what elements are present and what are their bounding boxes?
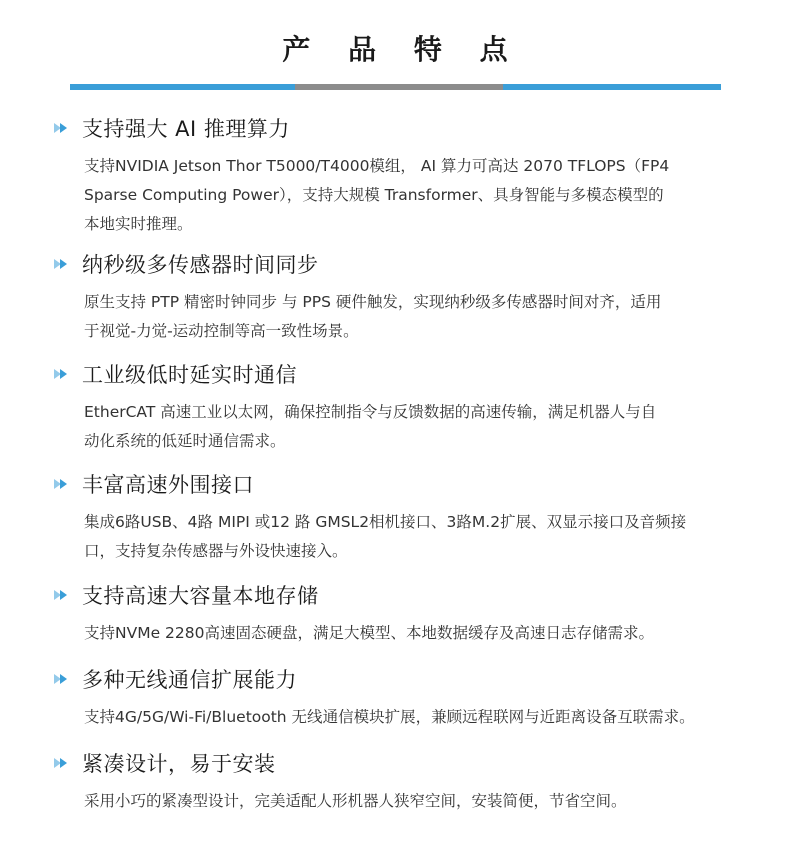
feature-description	[84, 508, 764, 566]
description-line: 支持4G/5G/Wi-Fi/Bluetooth 无线通信模块扩展，兼顾远程联网与近距离设备互联需求。	[84, 708, 695, 726]
feature-heading: 支持强大 AI 推理算力	[82, 117, 290, 141]
feature-description	[84, 152, 764, 239]
double-play-arrow-icon	[54, 121, 72, 135]
description-line: 支持NVMe 2280高速固态硬盘，满足大模型、本地数据缓存及高速日志存储需求。	[84, 624, 654, 642]
double-play-arrow-icon	[54, 588, 72, 602]
feature-description	[84, 288, 764, 346]
feature-heading-row	[54, 114, 290, 142]
feature-description	[84, 398, 764, 456]
description-line: 采用小巧的紧凑型设计，完美适配人形机器人狭窄空间，安装简便，节省空间。	[84, 792, 627, 810]
description-line: 动化系统的低延时通信需求。	[84, 432, 286, 450]
double-play-arrow-icon	[54, 257, 72, 271]
feature-heading: 丰富高速外围接口	[82, 473, 254, 497]
feature-heading-row	[54, 360, 297, 388]
feature-heading: 支持高速大容量本地存储	[82, 584, 319, 608]
page-title: 产 品 特 点	[282, 33, 522, 66]
feature-heading-row	[54, 665, 297, 693]
description-line: 集成6路USB、4路 MIPI 或12 路 GMSL2相机接口、3路M.2扩展、双显示接口及音频接	[84, 513, 687, 531]
description-line: 支持NVIDIA Jetson Thor T5000/T4000模组， AI 算力可高达 2070 TFLOPS（FP4	[84, 157, 670, 175]
feature-heading: 紧凑设计，易于安装	[82, 752, 276, 776]
feature-description	[84, 787, 764, 816]
double-play-arrow-icon	[54, 672, 72, 686]
description-line: 口，支持复杂传感器与外设快速接入。	[84, 542, 348, 560]
feature-heading-row	[54, 749, 276, 777]
description-line: 原生支持 PTP 精密时钟同步 与 PPS 硬件触发，实现纳秒级多传感器时间对齐，适用	[84, 293, 662, 311]
feature-description	[84, 703, 764, 732]
feature-heading-row	[54, 470, 254, 498]
description-line: 本地实时推理。	[84, 215, 193, 233]
double-play-arrow-icon	[54, 367, 72, 381]
description-line: Sparse Computing Power），支持大规模 Transformer、具身智能与多模态模型的	[84, 186, 664, 204]
feature-description	[84, 619, 764, 648]
feature-heading-row	[54, 250, 319, 278]
feature-heading-row	[54, 581, 319, 609]
double-play-arrow-icon	[54, 477, 72, 491]
feature-heading: 工业级低时延实时通信	[82, 363, 297, 387]
description-line: 于视觉-力觉-运动控制等高一致性场景。	[84, 322, 359, 340]
feature-heading: 多种无线通信扩展能力	[82, 668, 297, 692]
double-play-arrow-icon	[54, 756, 72, 770]
feature-heading: 纳秒级多传感器时间同步	[82, 253, 319, 277]
description-line: EtherCAT 高速工业以太网，确保控制指令与反馈数据的高速传输，满足机器人与自	[84, 403, 657, 421]
